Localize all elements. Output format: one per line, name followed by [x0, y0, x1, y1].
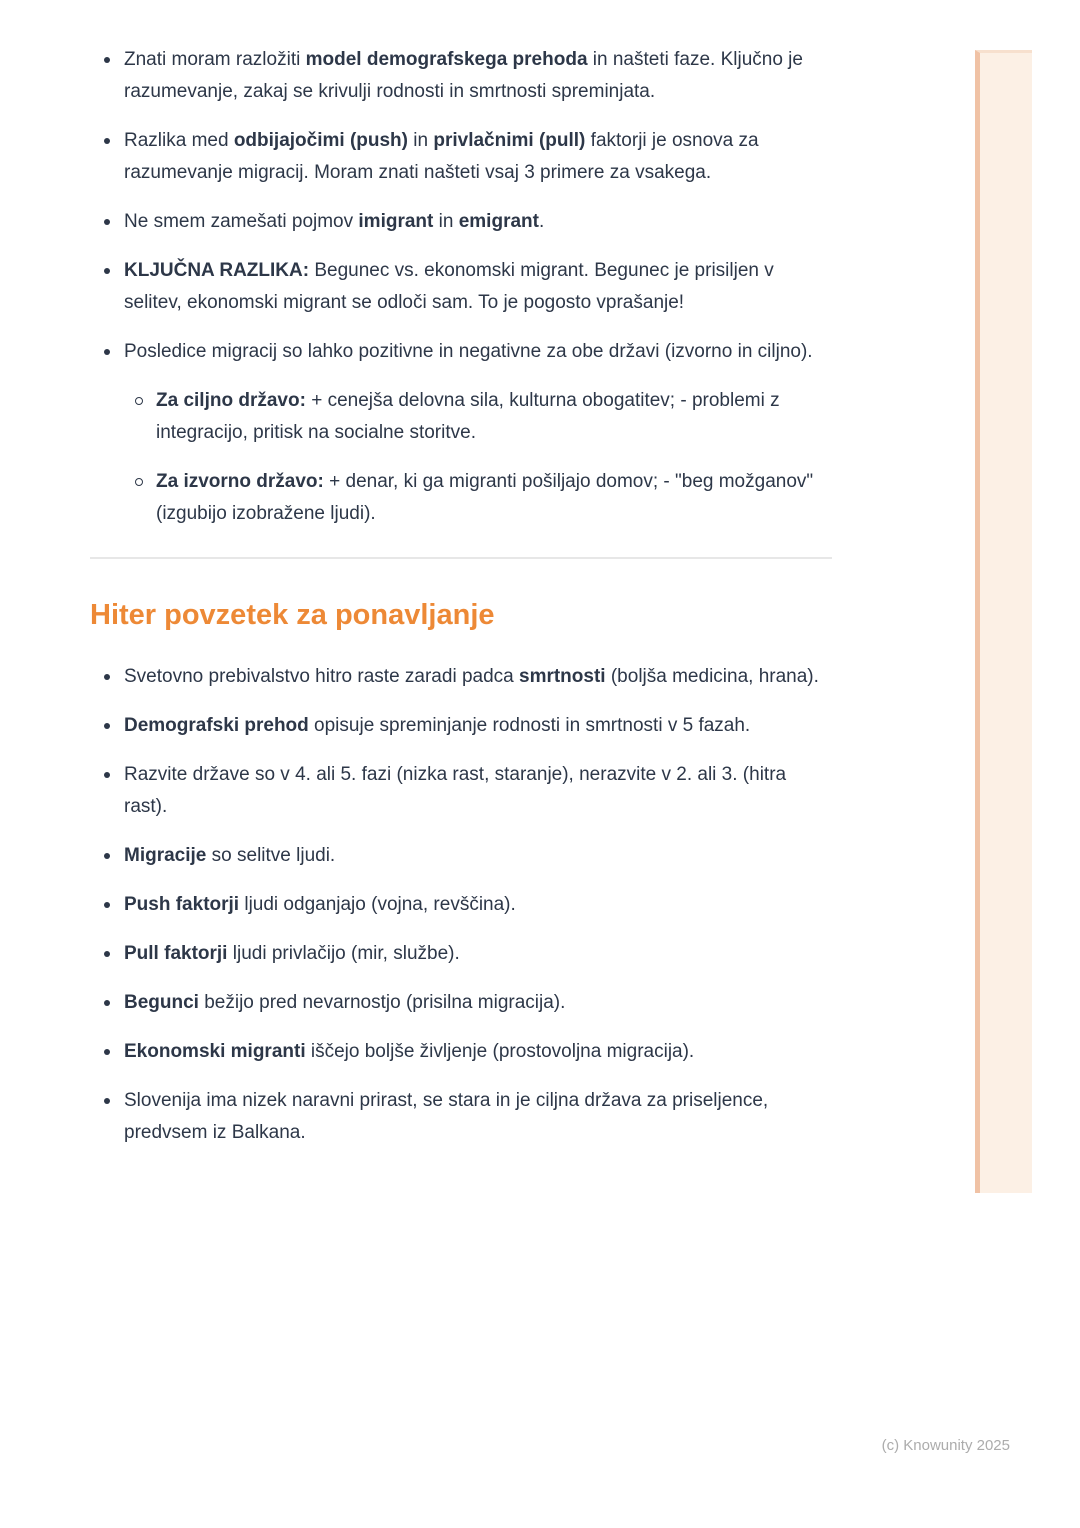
bullet-dot-icon: [104, 219, 110, 225]
bullet-dot-icon: [104, 57, 110, 63]
summary-heading: Hiter povzetek za ponavljanje: [90, 599, 495, 631]
note-text: KLJUČNA RAZLIKA: Begunec vs. ekonomski migrant. Begunec je prisiljen v selitev, ekonomski migrant se odloči sam. To je pogosto vprašanje!: [124, 260, 774, 313]
bullet-dot-icon: [104, 723, 110, 729]
note-text: Begunci bežijo pred nevarnostjo (prisilna migracija).: [124, 992, 566, 1013]
bullet-dot-icon: [104, 1098, 110, 1104]
note-text: Migracije so selitve ljudi.: [124, 845, 336, 866]
bullet-dot-icon: [104, 951, 110, 957]
bullet-dot-icon: [104, 1049, 110, 1055]
note-item: [90, 206, 832, 238]
note-text: Za ciljno državo: + cenejša delovna sila, kulturna obogatitev; - problemi z integracijo, pritisk na socialne storitve.: [156, 390, 780, 443]
page-edge-stripe: [975, 50, 1032, 1193]
bullet-dot-icon: [104, 853, 110, 859]
note-text: Znati moram razložiti model demografskega prehoda in našteti faze. Ključno je razumevanje, zakaj se krivulji rodnosti in smrtnosti spreminjata.: [124, 49, 803, 102]
note-text: Razvite države so v 4. ali 5. fazi (nizka rast, staranje), nerazvite v 2. ali 3. (hitra rast).: [124, 764, 787, 817]
summary-list: [90, 661, 832, 1149]
notes-content: [90, 44, 832, 1149]
bullet-dot-icon: [104, 268, 110, 274]
note-item: [90, 1036, 832, 1068]
exam-notes-list: [90, 44, 832, 530]
note-text: Razlika med odbijajočimi (push) in privlačnimi (pull) faktorji je osnova za razumevanje migracij. Moram znati našteti vsaj 3 primere za vsakega.: [124, 130, 759, 183]
sub-note-item: [124, 385, 832, 449]
note-text: Pull faktorji ljudi privlačijo (mir, službe).: [124, 943, 460, 964]
note-item: [90, 938, 832, 970]
note-item: [90, 889, 832, 921]
note-item: [90, 759, 832, 823]
note-item: [90, 710, 832, 742]
sub-note-item: [124, 466, 832, 530]
bullet-circle-icon: [135, 397, 143, 405]
note-item: [90, 1085, 832, 1149]
section-divider: [90, 557, 832, 559]
note-text: Slovenija ima nizek naravni prirast, se stara in je ciljna država za priseljence, predvsem iz Balkana.: [124, 1090, 769, 1143]
note-text: Svetovno prebivalstvo hitro raste zaradi padca smrtnosti (boljša medicina, hrana).: [124, 666, 819, 687]
note-text: Posledice migracij so lahko pozitivne in negativne za obe državi (izvorno in ciljno).: [124, 341, 813, 362]
note-text: Demografski prehod opisuje spreminjanje rodnosti in smrtnosti v 5 fazah.: [124, 715, 751, 736]
bullet-dot-icon: [104, 902, 110, 908]
note-text: Push faktorji ljudi odganjajo (vojna, revščina).: [124, 894, 516, 915]
note-item: [90, 840, 832, 872]
note-item: [90, 987, 832, 1019]
bullet-circle-icon: [135, 478, 143, 486]
note-item: [90, 125, 832, 189]
bullet-dot-icon: [104, 138, 110, 144]
copyright-footer: (c) Knowunity 2025: [881, 1437, 1010, 1454]
bullet-dot-icon: [104, 772, 110, 778]
bullet-dot-icon: [104, 349, 110, 355]
note-text: Ekonomski migranti iščejo boljše življenje (prostovoljna migracija).: [124, 1041, 695, 1062]
bullet-dot-icon: [104, 674, 110, 680]
note-text: Za izvorno državo: + denar, ki ga migranti pošiljajo domov; - "beg možganov" (izgubijo izobražene ljudi).: [156, 471, 814, 524]
bullet-dot-icon: [104, 1000, 110, 1006]
sub-note-list: [124, 385, 832, 530]
note-item: [90, 661, 832, 693]
note-item: [90, 44, 832, 108]
note-item: [90, 255, 832, 319]
note-item: [90, 336, 832, 530]
note-text: Ne smem zamešati pojmov imigrant in emigrant.: [124, 211, 545, 232]
